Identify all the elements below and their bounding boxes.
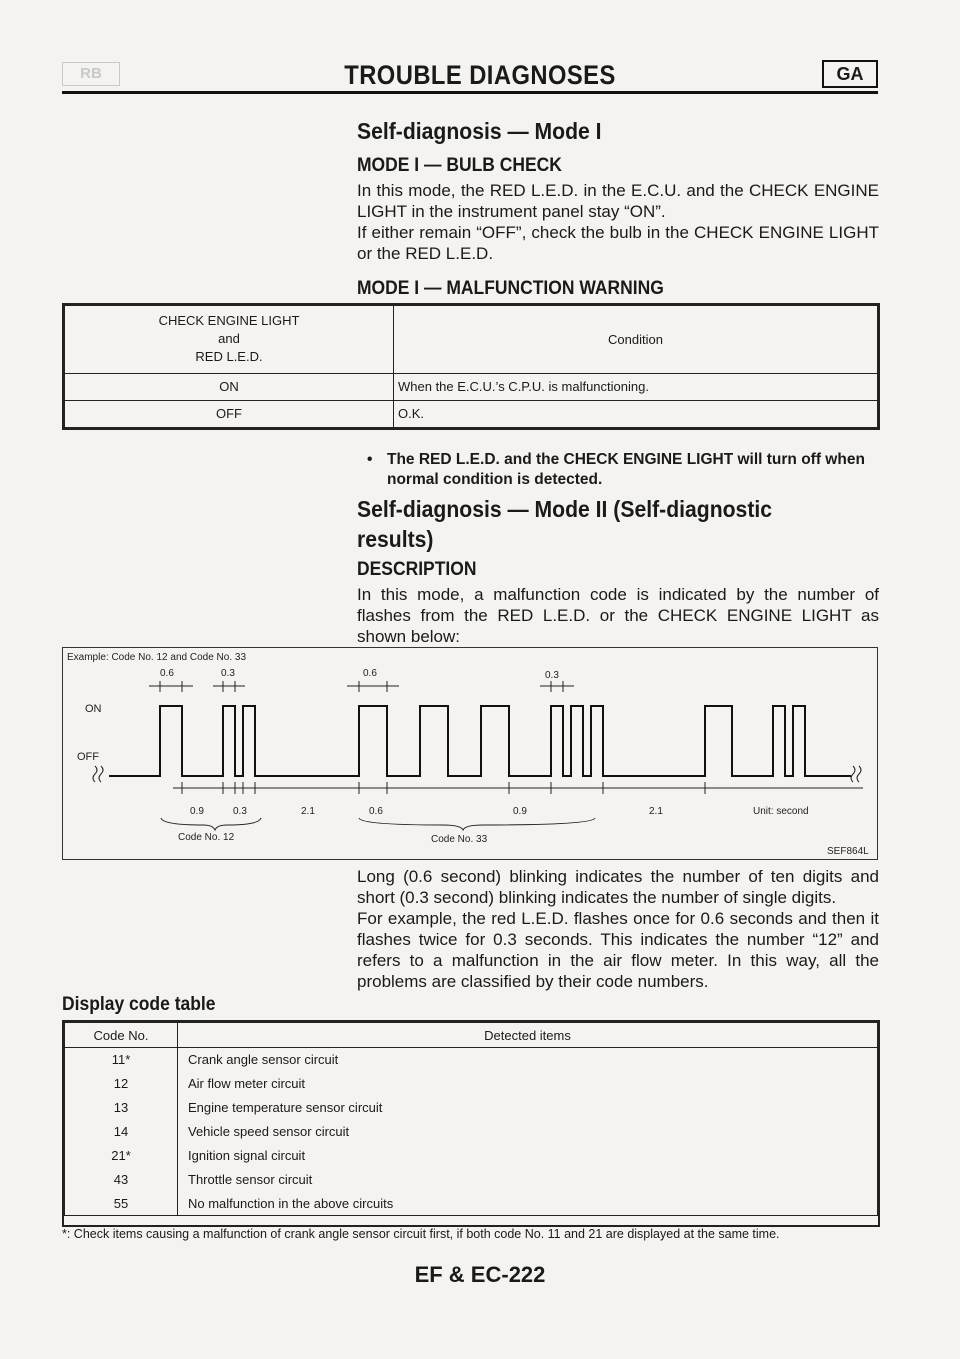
brace-code-33 — [359, 818, 595, 830]
bottom-label-0-6: 0.6 — [369, 806, 383, 817]
off-label: OFF — [77, 751, 99, 763]
code-cell: 11* — [65, 1048, 178, 1072]
unit-label: Unit: second — [753, 806, 809, 817]
bottom-label-0-9-b: 0.9 — [513, 806, 527, 817]
item-cell: Throttle sensor circuit — [178, 1168, 878, 1192]
table-row — [65, 1144, 878, 1168]
top-label-0-6-b: 0.6 — [363, 668, 377, 679]
display-code-table-heading: Display code table — [62, 994, 216, 1015]
malfunction-warning-heading: MODE I — MALFUNCTION WARNING — [357, 278, 664, 299]
row-condition: When the E.C.U.’s C.P.U. is malfunctioning. — [394, 373, 878, 400]
code-table-header — [65, 1023, 878, 1048]
bulb-check-para1: In this mode, the RED L.E.D. in the E.C.U. and the CHECK ENGINE LIGHT in the instrument panel stay “ON”. — [357, 181, 879, 221]
bottom-label-0-3: 0.3 — [233, 806, 247, 817]
description-text: In this mode, a malfunction code is indicated by the number of flashes from the RED L.E.D. or the CHECK ENGINE LIGHT as shown below: — [357, 585, 879, 646]
row-condition: O.K. — [394, 400, 878, 427]
table-header-condition: Condition — [394, 306, 878, 374]
code-table — [64, 1022, 878, 1216]
top-label-0-6: 0.6 — [160, 668, 174, 679]
table-row — [65, 1168, 878, 1192]
bulb-check-heading: MODE I — BULB CHECK — [357, 155, 562, 176]
table-header-light — [65, 306, 394, 374]
code-cell: 55 — [65, 1192, 178, 1216]
mode2-heading-line1: Self-diagnosis — Mode II (Self-diagnostic — [357, 496, 773, 522]
header-rule — [62, 91, 878, 94]
break-squiggle-right — [851, 766, 861, 782]
bulb-check-text — [357, 180, 879, 264]
table-row — [65, 1072, 878, 1096]
page-number: EF & EC-222 — [414, 1262, 546, 1287]
bottom-label-0-9: 0.9 — [190, 806, 204, 817]
mode1-table — [64, 305, 878, 428]
brace-code-12 — [161, 818, 261, 830]
table-header-row — [65, 306, 878, 374]
code-cell: 14 — [65, 1120, 178, 1144]
code-cell: 13 — [65, 1096, 178, 1120]
explanation-text — [357, 866, 879, 992]
top-label-0-3: 0.3 — [221, 668, 235, 679]
blink-timing-diagram — [63, 648, 877, 859]
table-row — [65, 1096, 878, 1120]
mode1-heading: Self-diagnosis — Mode I — [357, 118, 602, 144]
item-cell: Crank angle sensor circuit — [178, 1048, 878, 1072]
code-no-33-label: Code No. 33 — [431, 834, 488, 845]
bulb-check-para2: If either remain “OFF”, check the bulb in the CHECK ENGINE LIGHT or the RED L.E.D. — [357, 223, 879, 263]
header-light-line1: CHECK ENGINE LIGHT — [158, 313, 300, 329]
header-light-line3: RED L.E.D. — [195, 349, 263, 365]
code-no-12-label: Code No. 12 — [178, 832, 235, 843]
figure-id: SEF864L — [827, 846, 869, 857]
page-title: TROUBLE DIAGNOSES — [344, 60, 616, 90]
explanation-para2: For example, the red L.E.D. flashes once for 0.6 seconds and then it flashes twice for 0.3 seconds. This indicates the number “12” and refers to a malfunction in the air flow meter. In this way, all the problems are classified by their code numbers. — [357, 909, 879, 991]
item-cell: Ignition signal circuit — [178, 1144, 878, 1168]
row-state: OFF — [65, 400, 394, 427]
description-heading: DESCRIPTION — [357, 559, 477, 580]
bottom-label-2-1-b: 2.1 — [649, 806, 663, 817]
note-bullet: • — [367, 451, 373, 468]
item-cell: Vehicle speed sensor circuit — [178, 1120, 878, 1144]
table-row — [65, 373, 878, 400]
table-row — [65, 1192, 878, 1216]
header-code-no: Code No. — [65, 1023, 178, 1048]
table-row — [65, 400, 878, 427]
item-cell: Air flow meter circuit — [178, 1072, 878, 1096]
example-label: Example: Code No. 12 and Code No. 33 — [67, 652, 246, 663]
bottom-label-2-1: 2.1 — [301, 806, 315, 817]
code-table-frame — [62, 1020, 880, 1227]
header-light-line2: and — [218, 331, 240, 347]
code-cell: 21* — [65, 1144, 178, 1168]
blink-timing-figure — [62, 647, 878, 860]
top-label-0-3-b: 0.3 — [545, 670, 559, 681]
on-label: ON — [85, 703, 102, 715]
table-row — [65, 1120, 878, 1144]
mode1-table-frame — [62, 303, 880, 430]
mode2-heading-line2: results) — [357, 526, 434, 552]
explanation-para1: Long (0.6 second) blinking indicates the number of ten digits and short (0.3 second) blinking indicates the number of single digits. — [357, 867, 879, 907]
item-cell: No malfunction in the above circuits — [178, 1192, 878, 1216]
section-tag-left: RB — [62, 62, 120, 86]
item-cell: Engine temperature sensor circuit — [178, 1096, 878, 1120]
row-state: ON — [65, 373, 394, 400]
code-cell: 12 — [65, 1072, 178, 1096]
code-table-footnote: *: Check items causing a malfunction of crank angle sensor circuit first, if both code No. 11 and 21 are displayed at the same time. — [62, 1227, 780, 1241]
table-row — [65, 1048, 878, 1072]
break-squiggle-left — [93, 766, 103, 782]
blink-waveform — [109, 706, 851, 776]
normal-condition-note: The RED L.E.D. and the CHECK ENGINE LIGHT will turn off when normal condition is detected. — [387, 451, 865, 488]
code-cell: 43 — [65, 1168, 178, 1192]
header-detected-items: Detected items — [178, 1023, 878, 1048]
section-tag-ga: GA — [822, 60, 878, 88]
